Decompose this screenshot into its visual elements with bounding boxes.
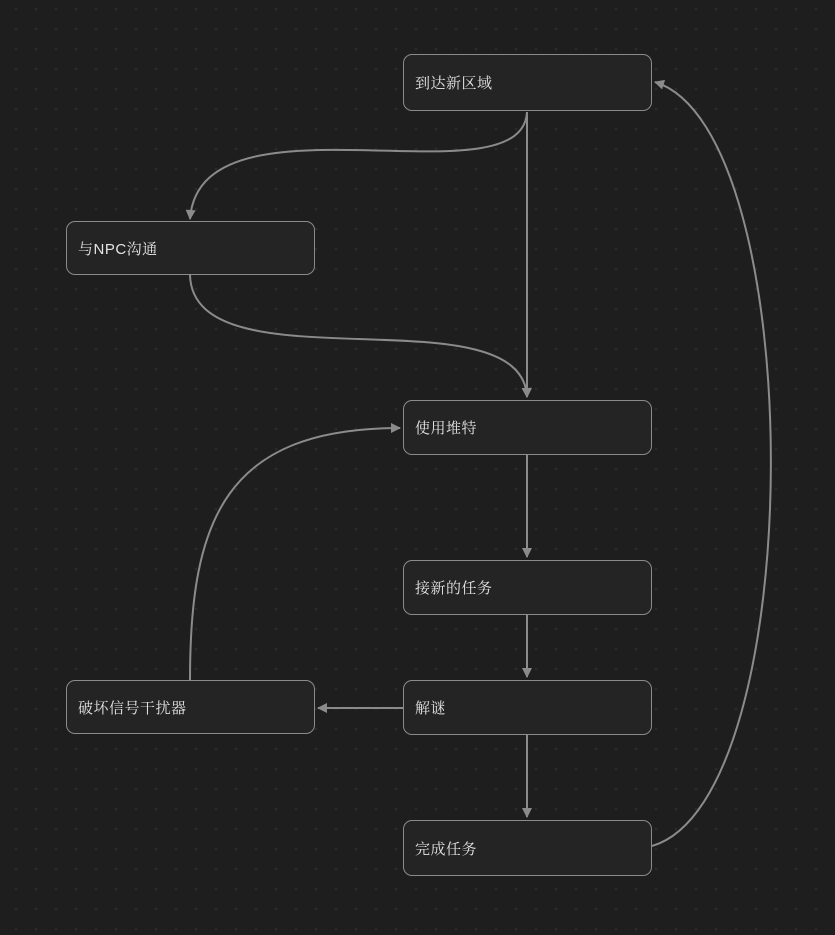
node-arrive-new-area-label: 到达新区域	[415, 75, 493, 92]
node-use-duite-label: 使用堆特	[415, 420, 478, 437]
node-solve-puzzle-label: 解谜	[415, 700, 447, 717]
edge-arrive-to-npc	[190, 112, 527, 219]
node-destroy-signal-jammer[interactable]	[66, 680, 315, 734]
node-arrive-new-area[interactable]	[403, 54, 652, 111]
node-complete-task-label: 完成任务	[415, 840, 478, 858]
node-destroy-signal-jammer-label: 破坏信号干扰器	[78, 699, 187, 717]
node-use-duite[interactable]	[403, 400, 652, 455]
node-complete-task[interactable]	[403, 820, 652, 876]
node-solve-puzzle[interactable]	[403, 680, 652, 735]
edge-complete-to-arrive	[652, 82, 771, 846]
node-talk-to-npc-label: 与NPC沟通	[78, 240, 158, 258]
edge-jammer-to-duite	[190, 428, 400, 680]
node-accept-new-task-label: 接新的任务	[415, 580, 493, 597]
node-accept-new-task[interactable]	[403, 560, 652, 615]
edge-npc-to-duite	[190, 275, 527, 397]
node-talk-to-npc[interactable]	[66, 221, 315, 275]
